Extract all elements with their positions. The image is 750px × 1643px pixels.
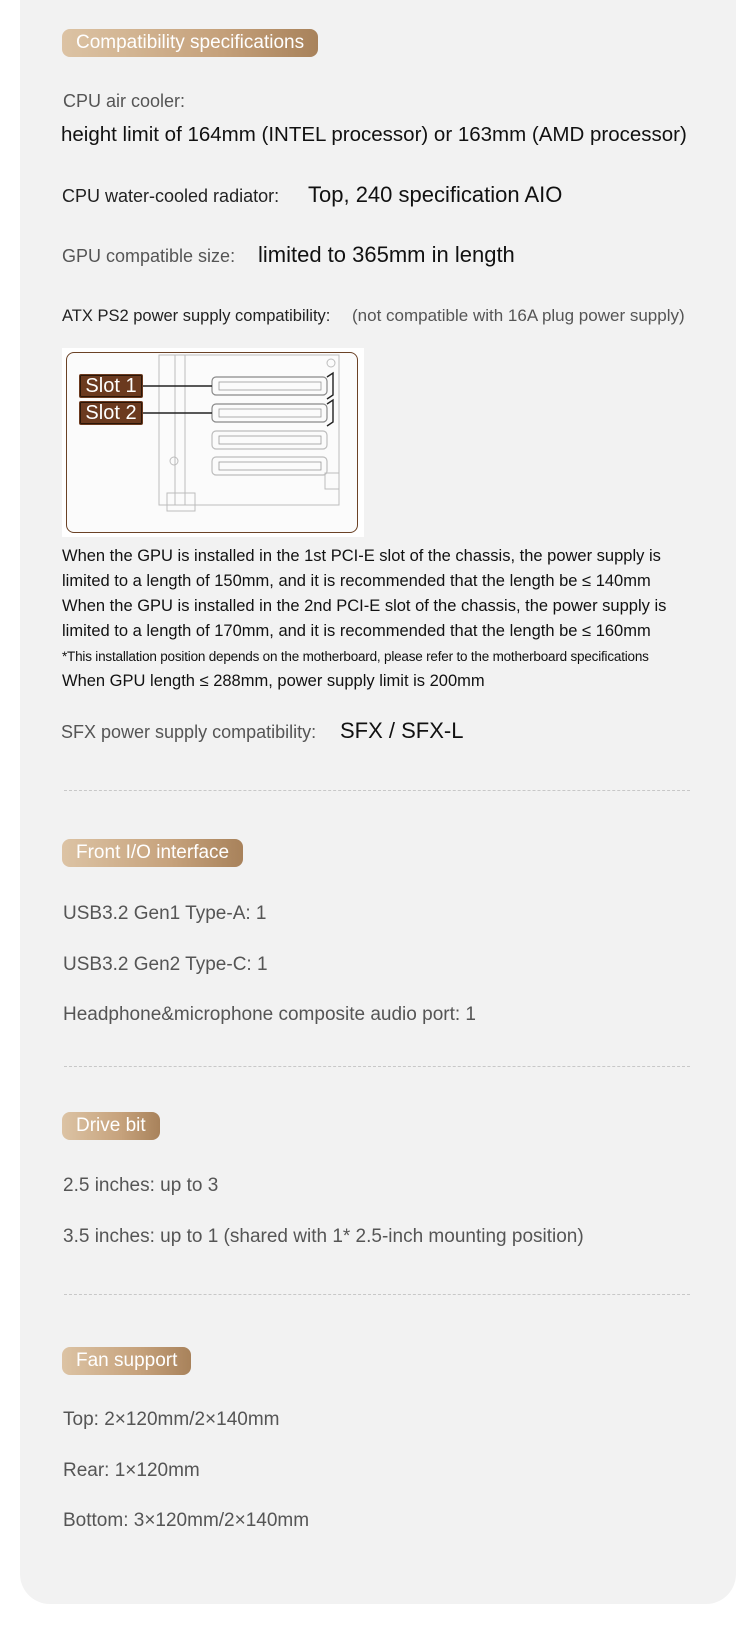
fan-item: Top: 2×120mm/2×140mm <box>63 1409 280 1430</box>
cpu-air-value: height limit of 164mm (INTEL processor) or 163mm (AMD processor) <box>61 123 687 146</box>
gpu-value: limited to 365mm in length <box>258 242 515 267</box>
sfx-value: SFX / SFX-L <box>340 718 464 743</box>
gpu-label: GPU compatible size: <box>62 246 236 266</box>
psu-note-line-1: When the GPU is installed in the 1st PCI-E slot of the chassis, the power supply is <box>62 547 661 565</box>
pcie-slot-diagram <box>62 348 364 537</box>
sfx-label: SFX power supply compatibility: <box>61 722 317 742</box>
section-divider <box>64 1066 690 1067</box>
section-divider <box>64 790 690 791</box>
fan-item: Rear: 1×120mm <box>63 1460 200 1481</box>
fan-item: Bottom: 3×120mm/2×140mm <box>63 1510 310 1531</box>
slot-2-label: Slot 2 <box>79 401 143 425</box>
slot-1-label: Slot 1 <box>79 374 143 398</box>
drive-item: 3.5 inches: up to 1 (shared with 1* 2.5-inch mounting position) <box>63 1226 584 1247</box>
cpu-water-value: Top, 240 specification AIO <box>308 182 563 207</box>
cpu-water-label: CPU water-cooled radiator: <box>62 186 280 206</box>
psu-note-line-3: When the GPU is installed in the 2nd PCI-E slot of the chassis, the power supply is <box>62 597 667 615</box>
front-io-item: USB3.2 Gen2 Type-C: 1 <box>63 954 268 975</box>
section-divider <box>64 1294 690 1295</box>
psu-note-line-2: limited to a length of 150mm, and it is recommended that the length be ≤ 140mm <box>62 572 651 590</box>
atx-note: (not compatible with 16A plug power supply) <box>352 306 685 325</box>
atx-label: ATX PS2 power supply compatibility: <box>62 307 331 325</box>
psu-note-line-4: limited to a length of 170mm, and it is recommended that the length be ≤ 160mm <box>62 622 651 640</box>
psu-gpu-limit: When GPU length ≤ 288mm, power supply limit is 200mm <box>62 672 485 690</box>
front-io-item: Headphone&microphone composite audio port: 1 <box>63 1004 476 1025</box>
front-io-heading: Front I/O interface <box>62 839 243 867</box>
fan-support-heading: Fan support <box>62 1347 191 1375</box>
drive-item: 2.5 inches: up to 3 <box>63 1175 219 1196</box>
compatibility-heading: Compatibility specifications <box>62 29 318 57</box>
cpu-air-label: CPU air cooler: <box>63 91 186 111</box>
diagram-frame <box>66 352 358 533</box>
psu-footnote: *This installation position depends on the motherboard, please refer to the motherboard specifications <box>62 649 649 664</box>
front-io-item: USB3.2 Gen1 Type-A: 1 <box>63 903 267 924</box>
drive-bit-heading: Drive bit <box>62 1112 160 1140</box>
